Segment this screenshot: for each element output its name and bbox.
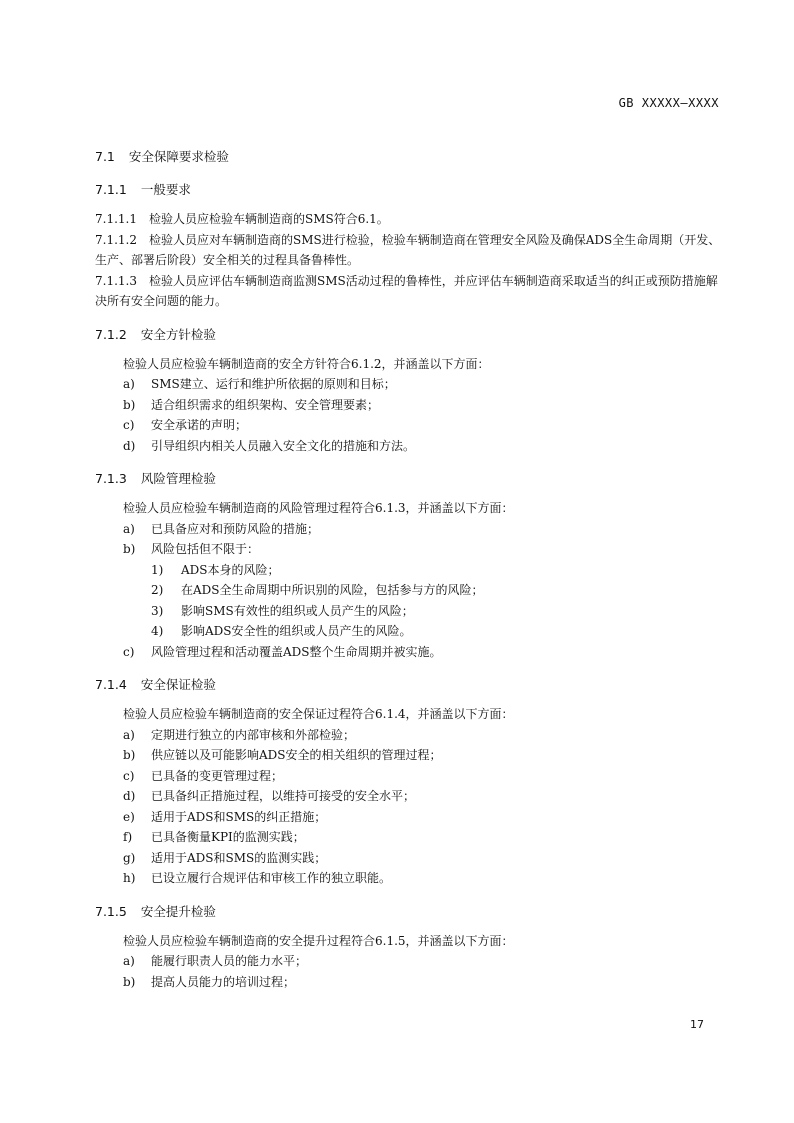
- list-text: 已设立履行合规评估和审核工作的独立职能。: [151, 871, 392, 885]
- list-marker: 1): [151, 562, 164, 577]
- list-item: [95, 951, 721, 972]
- list-text: 影响SMS有效性的组织或人员产生的风险；: [181, 603, 414, 618]
- section-number: 7.1.3: [95, 471, 127, 486]
- list-text: 风险管理过程和活动覆盖ADS整个生命周期并被实施。: [151, 644, 442, 659]
- page-number: 17: [690, 1018, 704, 1031]
- section-title: 风险管理检验: [140, 471, 216, 486]
- list-text: 供应链以及可能影响ADS安全的相关组织的管理过程；: [151, 748, 442, 762]
- clause-text: 检验人员应检验车辆制造商的SMS符合6.1。: [148, 212, 389, 226]
- list-item: [95, 725, 721, 746]
- sub-list-item: [95, 621, 721, 642]
- section-intro: 检验人员应检验车辆制造商的风险管理过程符合6.1.3，并涵盖以下方面：: [123, 501, 514, 515]
- list-marker: b): [123, 542, 136, 556]
- list-marker: f): [123, 830, 133, 844]
- clause-number: 7.1.1.1: [95, 212, 137, 226]
- section-number: 7.1.1: [95, 182, 127, 197]
- list-marker: a): [123, 954, 135, 968]
- list-text: 适用于ADS和SMS的监测实践；: [151, 850, 327, 865]
- list-item: [95, 807, 721, 828]
- list-marker: h): [123, 871, 136, 885]
- section-heading-7-1: [95, 148, 721, 166]
- list-item: [95, 436, 721, 457]
- section-title: 安全提升检验: [140, 903, 216, 919]
- list-item: [95, 868, 721, 889]
- sub-list-item: [95, 580, 721, 601]
- clause-text: 检验人员应对车辆制造商的SMS进行检验，检验车辆制造商在管理安全风险及确保ADS全生命周期（开发、生产、部署后阶段）安全相关的过程具备鲁棒性。: [95, 232, 721, 267]
- list-marker: 4): [151, 624, 164, 638]
- section-title: 一般要求: [140, 182, 191, 197]
- list-text: 已具备衡量KPI的监测实践；: [151, 830, 305, 844]
- list-text: 适用于ADS和SMS的纠正措施；: [151, 809, 327, 824]
- clause-text: 检验人员应评估车辆制造商监测SMS活动过程的鲁棒性，并应评估车辆制造商采取适当的纠正或预防措施解决所有安全问题的能力。: [95, 273, 718, 308]
- list-marker: a): [123, 377, 135, 391]
- list-text: 提高人员能力的培训过程；: [151, 974, 296, 989]
- section-number: 7.1.2: [95, 326, 127, 342]
- list-text: 安全承诺的声明；: [151, 418, 248, 432]
- section-number: 7.1: [95, 149, 115, 164]
- list-marker: d): [123, 789, 136, 803]
- section-heading-7-1-1: [95, 181, 721, 199]
- section-number: 7.1.4: [95, 677, 127, 692]
- clause-7-1-1-2: [95, 230, 721, 271]
- list-text: 影响ADS安全性的组织或人员产生的风险。: [181, 624, 412, 638]
- list-marker: a): [123, 521, 135, 536]
- section-heading-7-1-4: [95, 676, 721, 694]
- list-item: [95, 415, 721, 436]
- list-item: [95, 374, 721, 395]
- section-title: 安全方针检验: [140, 326, 216, 342]
- list-text: 风险包括但不限于：: [151, 542, 260, 556]
- list-text: 已具备纠正措施过程，以维持可接受的安全水平；: [151, 789, 416, 803]
- list-item: [95, 827, 721, 848]
- list-marker: d): [123, 438, 136, 453]
- list-marker: 3): [151, 603, 164, 618]
- list-item: [95, 786, 721, 807]
- list-marker: b): [123, 974, 136, 989]
- list-marker: e): [123, 809, 135, 824]
- list-item: [95, 972, 721, 993]
- clause-number: 7.1.1.2: [95, 232, 137, 247]
- list-marker: c): [123, 418, 135, 432]
- list-item: [95, 395, 721, 416]
- standard-code-header: GB XXXXX—XXXX: [618, 96, 719, 110]
- list-text: ADS本身的风险；: [181, 562, 280, 577]
- list-text: 已具备应对和预防风险的措施；: [151, 521, 320, 536]
- list-marker: b): [123, 748, 136, 762]
- list-item: [95, 745, 721, 766]
- list-marker: a): [123, 727, 135, 742]
- section-heading-7-1-3: [95, 470, 721, 488]
- section-heading-7-1-2: [95, 326, 721, 344]
- list-marker: g): [123, 850, 136, 865]
- list-text: 已具备的变更管理过程；: [151, 768, 284, 783]
- section-heading-7-1-5: [95, 903, 721, 921]
- list-marker: c): [123, 768, 135, 783]
- list-item: [95, 848, 721, 869]
- section-number: 7.1.5: [95, 903, 127, 919]
- sub-list-item: [95, 601, 721, 622]
- page-content: [95, 148, 721, 992]
- list-text: 引导组织内相关人员融入安全文化的措施和方法。: [151, 438, 416, 453]
- list-text: 适合组织需求的组织架构、安全管理要素；: [151, 397, 380, 412]
- section-intro: 检验人员应检验车辆制造商的安全保证过程符合6.1.4，并涵盖以下方面：: [123, 707, 514, 721]
- clause-7-1-1-3: [95, 271, 721, 312]
- section-intro: 检验人员应检验车辆制造商的安全方针符合6.1.2，并涵盖以下方面：: [123, 356, 490, 371]
- clause-7-1-1-1: [95, 209, 721, 230]
- sub-list-item: [95, 560, 721, 581]
- list-text: 能履行职责人员的能力水平；: [151, 954, 308, 968]
- list-marker: 2): [151, 583, 164, 597]
- list-text: SMS建立、运行和维护所依据的原则和目标；: [151, 377, 396, 391]
- list-item: [95, 519, 721, 540]
- section-title: 安全保障要求检验: [128, 149, 229, 164]
- list-item: [95, 539, 721, 560]
- section-intro: 检验人员应检验车辆制造商的安全提升过程符合6.1.5，并涵盖以下方面：: [123, 933, 514, 948]
- list-text: 定期进行独立的内部审核和外部检验；: [151, 727, 356, 742]
- list-text: 在ADS全生命周期中所识别的风险，包括参与方的风险；: [181, 583, 484, 597]
- section-title: 安全保证检验: [140, 677, 216, 692]
- list-marker: c): [123, 644, 135, 659]
- list-item: [95, 642, 721, 663]
- clause-number: 7.1.1.3: [95, 273, 137, 288]
- list-item: [95, 766, 721, 787]
- list-marker: b): [123, 397, 136, 412]
